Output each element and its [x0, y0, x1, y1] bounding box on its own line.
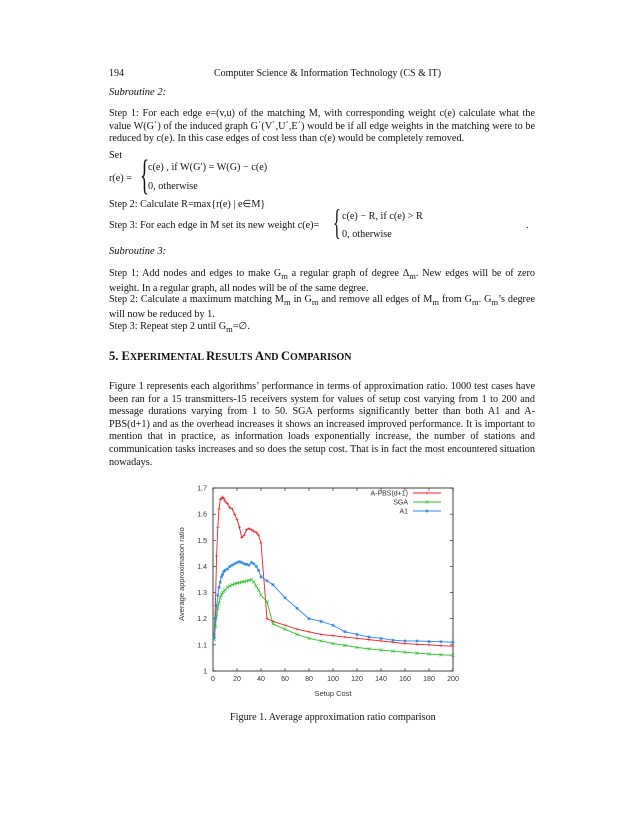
y-tick-label: 1.3	[197, 590, 207, 598]
data-point	[379, 637, 382, 640]
subroutine3-step2: Step 2: Calculate a maximum matching $M_m$ in $G_m$ and remove all edges of $M_m$ from $G_m$. $G_m’s$ degree will now be reduced by 1.	[109, 294, 535, 320]
data-point	[235, 518, 238, 521]
data-point	[331, 634, 334, 637]
data-point	[257, 569, 260, 572]
c-equation-case1: c(e) − R, if c(e) > R	[342, 211, 423, 222]
data-point	[265, 579, 268, 582]
data-point	[331, 624, 334, 627]
data-point	[238, 560, 241, 563]
data-point	[235, 561, 238, 564]
y-tick-label: 1.2	[197, 616, 207, 624]
c-equation-case2: 0, otherwise	[342, 229, 392, 240]
data-point	[215, 604, 218, 607]
data-point	[427, 640, 430, 643]
legend-label: A1	[399, 508, 408, 516]
data-point	[283, 624, 286, 627]
y-tick-label: 1.4	[197, 563, 207, 571]
x-tick-label: 200	[447, 676, 459, 683]
data-point	[259, 575, 262, 578]
data-point	[319, 633, 322, 636]
set-label: Set	[109, 150, 123, 161]
c-equation-brace: {	[333, 202, 341, 242]
data-point	[259, 594, 262, 597]
data-point	[217, 586, 220, 589]
data-point	[307, 630, 310, 633]
x-tick-label: 80	[305, 676, 313, 683]
data-point	[355, 637, 358, 640]
approximation-ratio-chart	[170, 478, 470, 703]
data-point	[307, 617, 310, 620]
data-point	[238, 526, 241, 529]
y-tick-label: 1.1	[197, 642, 207, 650]
data-point	[265, 617, 268, 620]
data-point	[216, 594, 219, 597]
data-point	[427, 643, 430, 646]
series-a1	[213, 560, 455, 644]
series-line	[214, 497, 453, 646]
r-equation-brace: {	[140, 153, 150, 199]
x-tick-label: 120	[351, 676, 363, 683]
data-point	[271, 583, 274, 586]
legend-label: A-PBS(d+1)	[370, 490, 408, 498]
legend-marker	[425, 491, 428, 494]
data-point	[255, 584, 258, 587]
data-point	[403, 639, 406, 642]
data-point	[247, 564, 250, 567]
data-point	[343, 635, 346, 638]
data-point	[213, 635, 216, 638]
y-tick-label: 1	[203, 668, 207, 676]
r-equation-case1: c(e) , if W(G′) = W(G) − c(e)	[148, 162, 268, 173]
page-number: 194	[109, 68, 124, 79]
subroutine3-step3: Step 3: Repeat step 2 until $G_m=\emptyset$.	[109, 321, 250, 335]
section-heading: 5. EXPERIMENTAL RESULTS AND COMPARISON	[109, 349, 352, 363]
r-equation-case2: 0, otherwise	[148, 181, 198, 192]
data-point	[391, 639, 394, 642]
data-point	[215, 554, 218, 557]
x-tick-label: 140	[375, 676, 387, 683]
x-tick-label: 40	[257, 676, 265, 683]
data-point	[245, 563, 248, 566]
x-tick-label: 100	[327, 676, 339, 683]
subroutine2-title: Subroutine 2:	[109, 87, 167, 98]
y-tick-label: 1.5	[197, 537, 207, 545]
subroutine2-step2: Step 2: Calculate R=max{r(e) | e∈M}	[109, 199, 266, 210]
x-tick-label: 60	[281, 676, 289, 683]
data-point	[367, 635, 370, 638]
data-point	[214, 617, 217, 620]
data-point	[252, 562, 255, 565]
data-point	[439, 640, 442, 643]
data-point	[295, 607, 298, 610]
data-point	[259, 541, 262, 544]
x-tick-label: 0	[211, 676, 215, 683]
step3-period: .	[526, 220, 529, 231]
data-point	[257, 588, 260, 591]
series-line	[214, 562, 453, 643]
data-point	[226, 567, 229, 570]
data-point	[216, 526, 219, 529]
data-point	[295, 628, 298, 631]
figure-caption: Figure 1. Average approximation ratio comparison	[230, 712, 436, 723]
subroutine3-title: Subroutine 3:	[109, 246, 167, 257]
x-tick-label: 160	[399, 676, 411, 683]
x-tick-label: 180	[423, 676, 435, 683]
subroutine2-step3-label: Step 3: For each edge in M set its new weight c(e)=	[109, 220, 320, 231]
data-point	[255, 565, 258, 568]
data-point	[217, 507, 220, 510]
y-axis-label: Average approximation ratio	[177, 527, 186, 621]
data-point	[243, 562, 246, 565]
y-tick-label: 1.6	[197, 511, 207, 519]
subroutine2-step1: Step 1: For each edge e=(v,u) of the matching M, with corresponding weight c(e) calculate what the value W(G΄) of the induced graph G΄(V΄,U΄,E΄) would be if all edge weights in the matching were to be reduced by c(e). In this case edges of cost less than c(e) would be completely removed.	[109, 108, 535, 145]
data-point	[343, 630, 346, 633]
r-equation-lhs: r(e) =	[109, 173, 132, 184]
data-point	[415, 643, 418, 646]
subroutine3-step1: Step 1: Add nodes and edges to make $G_m$ a regular graph of degree $\Delta_m$. New edges will be of zero weight. In a regular graph, all nodes will be of the same degree.	[109, 268, 535, 294]
x-axis-label: Setup Cost	[314, 689, 352, 698]
data-point	[451, 641, 454, 644]
y-tick-label: 1.7	[197, 485, 207, 493]
legend-label: SGA	[393, 499, 408, 507]
journal-title: Computer Science & Information Technology (CS & IT)	[214, 68, 442, 79]
section-paragraph: Figure 1 represents each algorithms’ performance in terms of approximation ratio. 1000 test cases have been ran for a 15 transmitters-15 receivers system for values of setup cost varying from 1 to 200 and message durations varying from 1 to 50. SGA performs significantly better than both A1 and A-PBS(d+1) and as the overhead increases it shows an increased improved performance. It is important to mention that in practice, as information loads exponentially increase, the number of stations and communication tasks increases and so does the setup cost. That is in fact the most encountered situation nowadays.	[109, 381, 535, 468]
data-point	[355, 633, 358, 636]
data-point	[233, 513, 236, 516]
data-point	[252, 581, 255, 584]
x-tick-label: 20	[233, 676, 241, 683]
data-point	[415, 639, 418, 642]
data-point	[319, 620, 322, 623]
series-sga	[213, 578, 455, 657]
data-point	[439, 644, 442, 647]
legend-marker	[425, 509, 428, 512]
data-point	[219, 581, 222, 584]
data-point	[283, 596, 286, 599]
